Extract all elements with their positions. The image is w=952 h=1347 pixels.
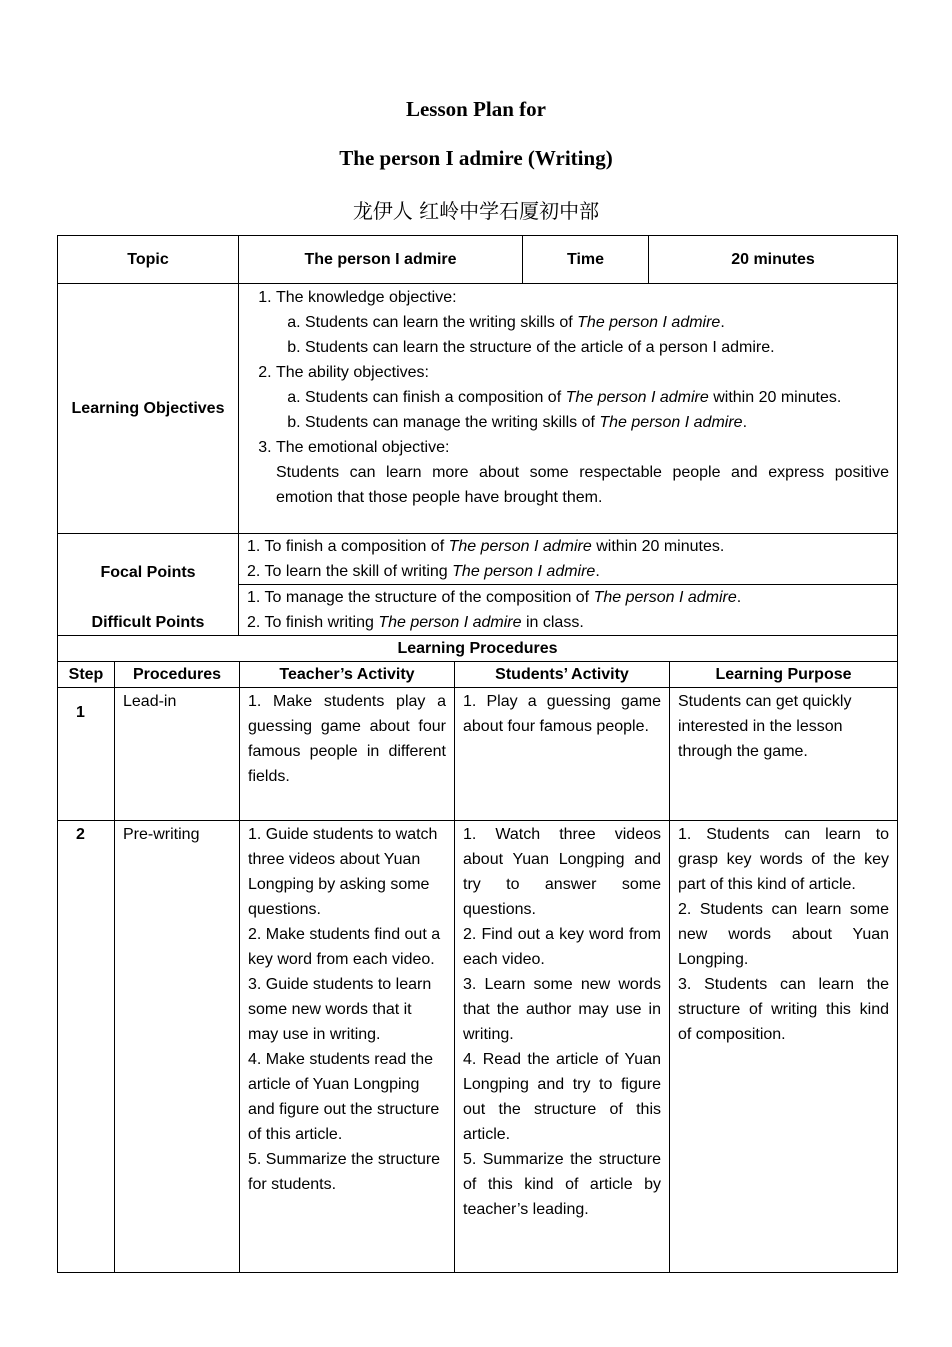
- objective-item: a. Students can learn the writing skills of The person I admire.: [305, 310, 889, 335]
- learning-objectives-row: [58, 284, 898, 534]
- learning-objectives-content: [239, 284, 898, 534]
- teacher-activity: 1. Guide students to watch three videos about Yuan Longping by asking some questions. 2. Make students find out a key word from each video. 3. Guide students to learn some new words that it may use in writing. 4. Make students read the article of Yuan Longping and figure out the structure of this article. 5. Summarize the structure for students.: [240, 821, 455, 1273]
- objective-item: a. Students can finish a composition of The person I admire within 20 minutes.: [305, 385, 889, 410]
- students-activity: 1. Watch three videos about Yuan Longping and try to answer some questions. 2. Find out a key word from each video. 3. Learn some new words that the author may use in writing. 4. Read the article of Yuan Longping and try to figure out the structure of this article. 5. Summarize the structure of this kind of article by teacher’s leading.: [455, 821, 670, 1273]
- column-header-step: Step: [58, 662, 115, 688]
- learning-purpose: Students can get quickly interested in the lesson through the game.: [670, 688, 898, 821]
- column-header-students-activity: Students’ Activity: [455, 662, 670, 688]
- table-row: [58, 821, 898, 1273]
- difficult-point-1: 1. To manage the structure of the composition of The person I admire.: [247, 589, 742, 606]
- students-activity: 1. Play a guessing game about four famous people.: [455, 688, 670, 821]
- objective-item: b. Students can manage the writing skills of The person I admire.: [305, 410, 889, 435]
- teacher-activity: 1. Make students play a guessing game about four famous people in different fields.: [240, 688, 455, 821]
- author-school: 龙伊人 红岭中学石厦初中部: [352, 199, 600, 223]
- lesson-overview-table: [57, 235, 898, 636]
- objective-emotional: 3. The emotional objective: Students can learn more about some respectable people and express positive emotion that those people have brought them.: [276, 435, 889, 510]
- objective-ability: 2. The ability objectives: a. Students can finish a composition of The person I admire within 20 minutes. b. Students can manage the writing skills of The person I admire.: [276, 360, 889, 435]
- objective-item: b. Students can learn the structure of the article of a person I admire.: [305, 335, 889, 360]
- topic-value: The person I admire: [239, 236, 523, 284]
- procedures-header-row: [58, 662, 898, 688]
- objectives-list: [247, 285, 889, 510]
- column-header-teacher-activity: Teacher’s Activity: [240, 662, 455, 688]
- focal-point-2: 2. To learn the skill of writing The person I admire.: [247, 563, 600, 580]
- column-header-learning-purpose: Learning Purpose: [670, 662, 898, 688]
- objective-emotional-text: Students can learn more about some respectable people and express positive emotion that those people have brought them.: [276, 464, 889, 506]
- title-line-1: Lesson Plan for: [405, 97, 546, 121]
- procedure-name: Pre-writing: [115, 821, 240, 1273]
- topic-label: Topic: [58, 236, 239, 284]
- time-label: Time: [523, 236, 649, 284]
- focal-points-label: Focal Points: [58, 534, 239, 585]
- difficult-points-label: Difficult Points: [58, 585, 239, 636]
- difficult-points-row: [58, 585, 898, 636]
- step-number: 2: [58, 821, 115, 1273]
- learning-procedures-label: Learning Procedures: [58, 636, 898, 662]
- focal-point-1: 1. To finish a composition of The person I admire within 20 minutes.: [247, 538, 725, 555]
- focal-points-content: [239, 534, 898, 585]
- column-header-procedures: Procedures: [115, 662, 240, 688]
- step-number: 1: [58, 688, 115, 821]
- time-value: 20 minutes: [649, 236, 898, 284]
- objective-knowledge: 1. The knowledge objective: a. Students can learn the writing skills of The person I admire. b. Students can learn the structure of the article of a person I admire.: [276, 285, 889, 360]
- procedures-title-row: [58, 636, 898, 662]
- focal-points-row: [58, 534, 898, 585]
- topic-row: [58, 236, 898, 284]
- difficult-points-content: [239, 585, 898, 636]
- table-row: [58, 688, 898, 821]
- learning-objectives-label: Learning Objectives: [58, 284, 239, 534]
- learning-purpose: 1. Students can learn to grasp key words of the key part of this kind of article. 2. Students can learn some new words about Yuan Longping. 3. Students can learn the structure of writing this kind of composition.: [670, 821, 898, 1273]
- procedure-name: Lead-in: [115, 688, 240, 821]
- learning-procedures-table: [57, 635, 898, 1273]
- title-line-2: The person I admire (Writing): [339, 146, 613, 170]
- difficult-point-2: 2. To finish writing The person I admire in class.: [247, 614, 584, 631]
